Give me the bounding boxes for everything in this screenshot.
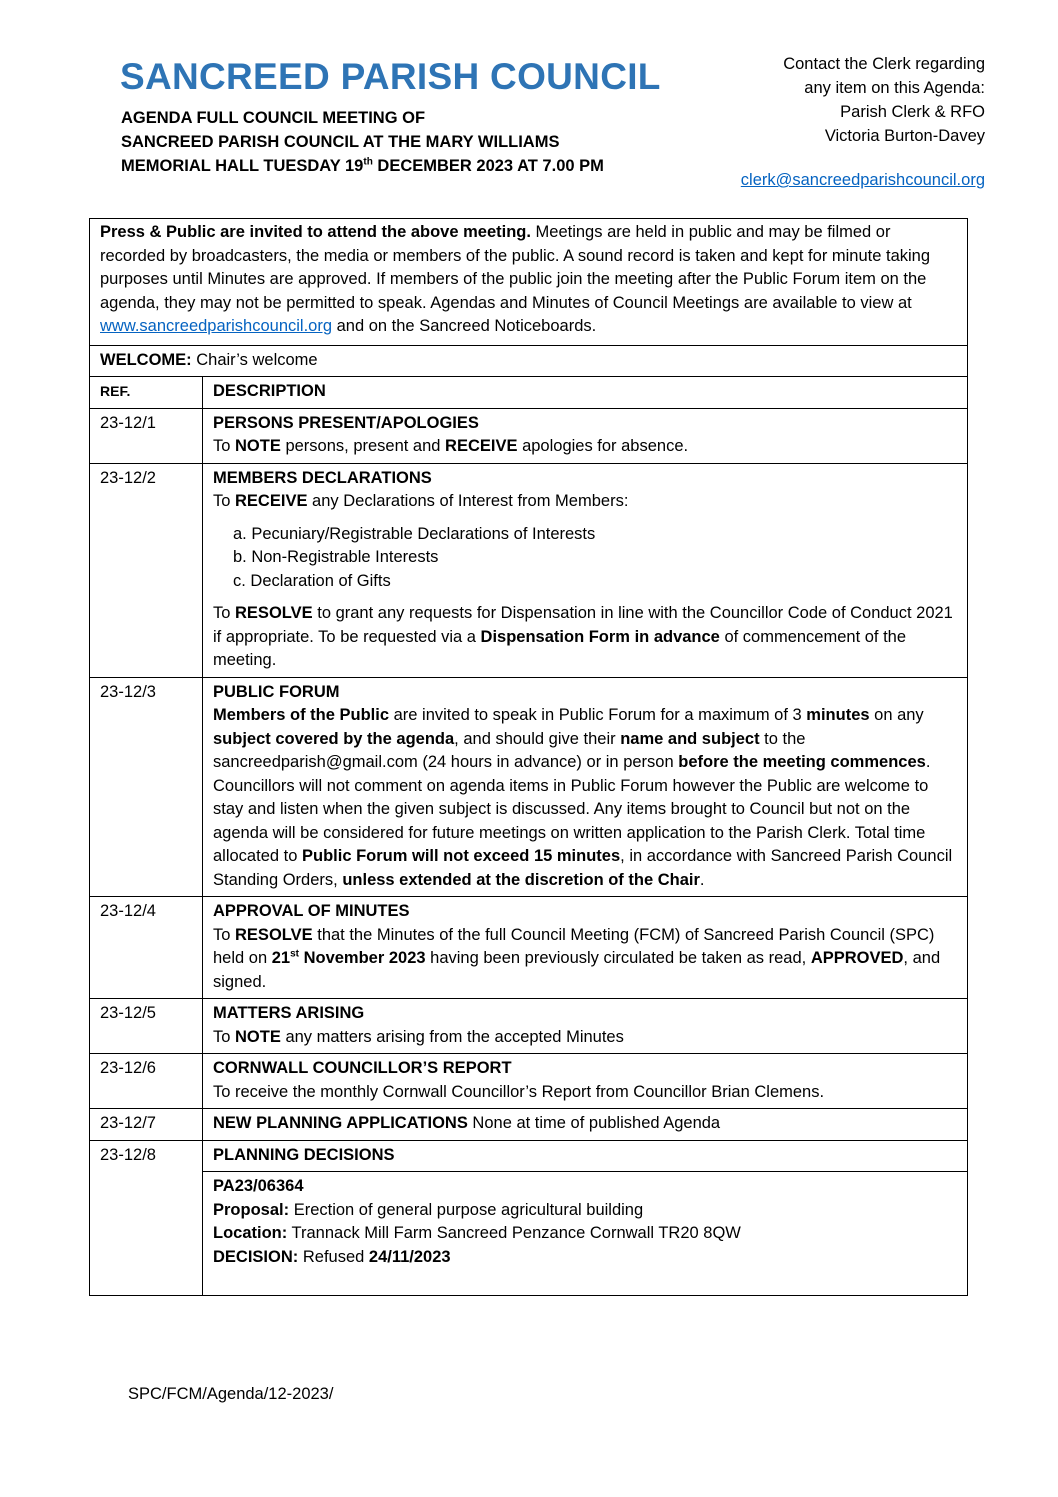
item-ref: 23-12/7 [90,1109,203,1141]
item-ref: 23-12/2 [90,463,203,677]
proposal-label: Proposal: [213,1200,290,1219]
decision-line [213,1246,957,1270]
bold-run: Dispensation Form in advance [480,627,720,646]
subtitle-date-b: DECEMBER 2023 AT 7.00 PM [372,157,604,175]
item-title: MEMBERS DECLARATIONS [213,468,432,487]
proposal-line [213,1199,957,1223]
agenda-item-3 [90,677,968,897]
list-item: c. Declaration of Gifts [233,571,391,590]
bold-run: RESOLVE [235,925,313,944]
text-run: To [213,925,236,944]
contact-line-2: any item on this Agenda: [804,79,985,97]
item-text [213,435,957,459]
bold-run: Members of the Public [213,706,390,724]
text-run: , in accordance with Sancreed Parish Council Standing Orders, [213,847,953,889]
intro-lead: Press & Public are invited to attend the above meeting. [100,223,531,241]
text-run: , and should give their [454,729,621,748]
text-run: that the Minutes of the full Council Meeting (FCM) of Sancreed Parish Council (SPC) held on [213,925,935,967]
website-link[interactable]: www.sancreedparishcouncil.org [100,317,333,335]
clerk-contact [783,52,985,148]
text-run: , and signed. [213,949,941,991]
text-run: apologies for absence. [517,437,689,455]
agenda-item-1 [90,408,968,463]
contact-line-4: Victoria Burton-Davey [824,127,985,145]
item-title: APPROVAL OF MINUTES [213,902,410,920]
item-title: NEW PLANNING APPLICATIONS [213,1114,468,1132]
agenda-item-7 [90,1109,968,1141]
item-text [213,704,957,892]
subtitle-line-3 [121,154,604,178]
bold-run: RECEIVE [445,437,518,455]
date-month-year: November 2023 [298,949,426,967]
item-text [213,490,957,514]
item-title: MATTERS ARISING [213,1004,365,1022]
item-ref: 23-12/5 [90,999,203,1054]
contact-line-1: Contact the Clerk regarding [783,55,985,73]
bold-run: name and subject [620,729,760,748]
contact-line-3: Parish Clerk & RFO [840,103,985,121]
subtitle-date-a: MEMORIAL HALL TUESDAY 19 [121,157,364,175]
application-number: PA23/06364 [213,1177,304,1195]
location-line [213,1222,957,1246]
welcome-cell [90,345,968,377]
subtitle-date-sup: th [363,156,373,168]
bold-run: APPROVED [810,949,904,967]
ref-column-header: REF. [90,377,203,409]
item-title: PUBLIC FORUM [213,682,340,701]
date-day: 21 [271,949,291,967]
list-item: a. Pecuniary/Registrable Declarations of Interests [233,524,596,543]
intro-text-b: and on the Sancreed Noticeboards. [332,317,597,335]
text-run: To [213,604,236,622]
list-item: b. Non-Registrable Interests [233,548,439,566]
bold-run: unless extended at the discretion of the Chair [342,870,700,889]
minutes-date [272,949,426,967]
text-run: to grant any requests for Dispensation in line with the Councillor Code of Conduct 2021 if appropriate. To be requested via a [213,604,953,646]
item-ref: 23-12/4 [90,897,203,999]
text-run: persons, present and [280,437,446,455]
welcome-row [90,345,968,377]
item-text: None at time of published Agenda [467,1114,721,1132]
intro-cell [90,219,968,346]
bold-run: RECEIVE [235,492,308,510]
item-description [203,408,968,463]
text-run: are invited to speak in Public Forum for a maximum of 3 [389,706,807,724]
item-text: To receive the monthly Cornwall Councillor’s Report from Councillor Brian Clemens. [213,1082,825,1101]
item-ref: 23-12/3 [90,677,203,897]
bold-run: RESOLVE [235,604,313,622]
agenda-item-6 [90,1054,968,1109]
description-column-header: DESCRIPTION [203,377,968,409]
item-ref: 23-12/6 [90,1054,203,1109]
item-text [213,924,957,995]
planning-decision-row [90,1172,968,1296]
text-run: To [213,492,236,510]
item-ref: 23-12/8 [90,1140,203,1296]
text-run: of commencement of the meeting. [213,627,907,669]
clerk-email-link[interactable]: clerk@sancreedparishcouncil.org [740,171,985,189]
text-run: To [213,437,236,455]
agenda-item-4 [90,897,968,999]
item-description [203,897,968,999]
subtitle-line-1: AGENDA FULL COUNCIL MEETING OF [121,109,426,127]
bold-run: before the meeting commences [678,753,926,771]
item-text [213,1026,957,1050]
agenda-item-5 [90,999,968,1054]
bold-run: NOTE [235,437,281,455]
location-text: Trannack Mill Farm Sancreed Penzance Cornwall TR20 8QW [287,1224,741,1242]
agenda-item-8 [90,1140,968,1172]
decision-label: DECISION: [213,1247,299,1266]
text-run: . Councillors will not comment on agenda items in Public Forum however the Public are welcome to stay and listen when the given subject is discussed. Any items brought to Council but not on the agenda will be considered for future meetings on written application to the Parish Clerk. Total time allocated to [213,753,931,865]
item-description [203,1054,968,1109]
column-header-row [90,377,968,409]
bold-run: subject covered by the agenda [213,729,455,748]
text-run: any Declarations of Interest from Members: [307,492,629,510]
planning-decision-details [203,1172,968,1296]
text-run: on any [869,706,924,724]
agenda-table [89,218,968,1296]
bold-run: Public Forum will not exceed 15 minutes [301,847,621,865]
subtitle-line-2: SANCREED PARISH COUNCIL AT THE MARY WILLIAMS [121,133,560,151]
item-title: CORNWALL COUNCILLOR’S REPORT [213,1059,512,1077]
bold-run: minutes [806,706,870,724]
welcome-text: Chair’s welcome [191,350,318,369]
text-run: any matters arising from the accepted Minutes [280,1027,624,1046]
declarations-list [233,523,957,594]
welcome-label: WELCOME: [100,350,192,369]
item-text [213,602,957,673]
bold-run: NOTE [235,1027,281,1046]
item-description [203,1109,968,1141]
agenda-item-2 [90,463,968,677]
text-run: to the sancreedparish@gmail.com (24 hours in advance) or in person [213,729,806,771]
meeting-subtitle [121,106,604,178]
document-reference: SPC/FCM/Agenda/12-2023/ [128,1385,334,1403]
item-title: PERSONS PRESENT/APOLOGIES [213,413,479,432]
intro-text-a: Meetings are held in public and may be filmed or recorded by broadcasters, the media or members of the public. A sound record is taken and kept for minute taking purposes until Minutes are approved. If members of the public join the meeting after the Public Forum item on the agenda, they may not be permitted to speak. Agendas and Minutes of Council Meetings are available to view at [100,223,931,312]
location-label: Location: [213,1224,288,1242]
text-run: . [699,870,705,889]
council-name: SANCREED PARISH COUNCIL [120,56,661,97]
proposal-text: Erection of general purpose agricultural building [289,1200,644,1219]
decision-text: Refused [298,1247,369,1266]
item-ref: 23-12/1 [90,408,203,463]
item-description [203,677,968,897]
item-description [203,463,968,677]
text-run: having been previously circulated be taken as read, [425,949,811,967]
item-description [203,999,968,1054]
intro-row [90,219,968,346]
text-run: To [213,1027,236,1046]
item-title: PLANNING DECISIONS [203,1140,968,1172]
date-ordinal: st [290,948,299,960]
decision-date: 24/11/2023 [368,1247,451,1266]
